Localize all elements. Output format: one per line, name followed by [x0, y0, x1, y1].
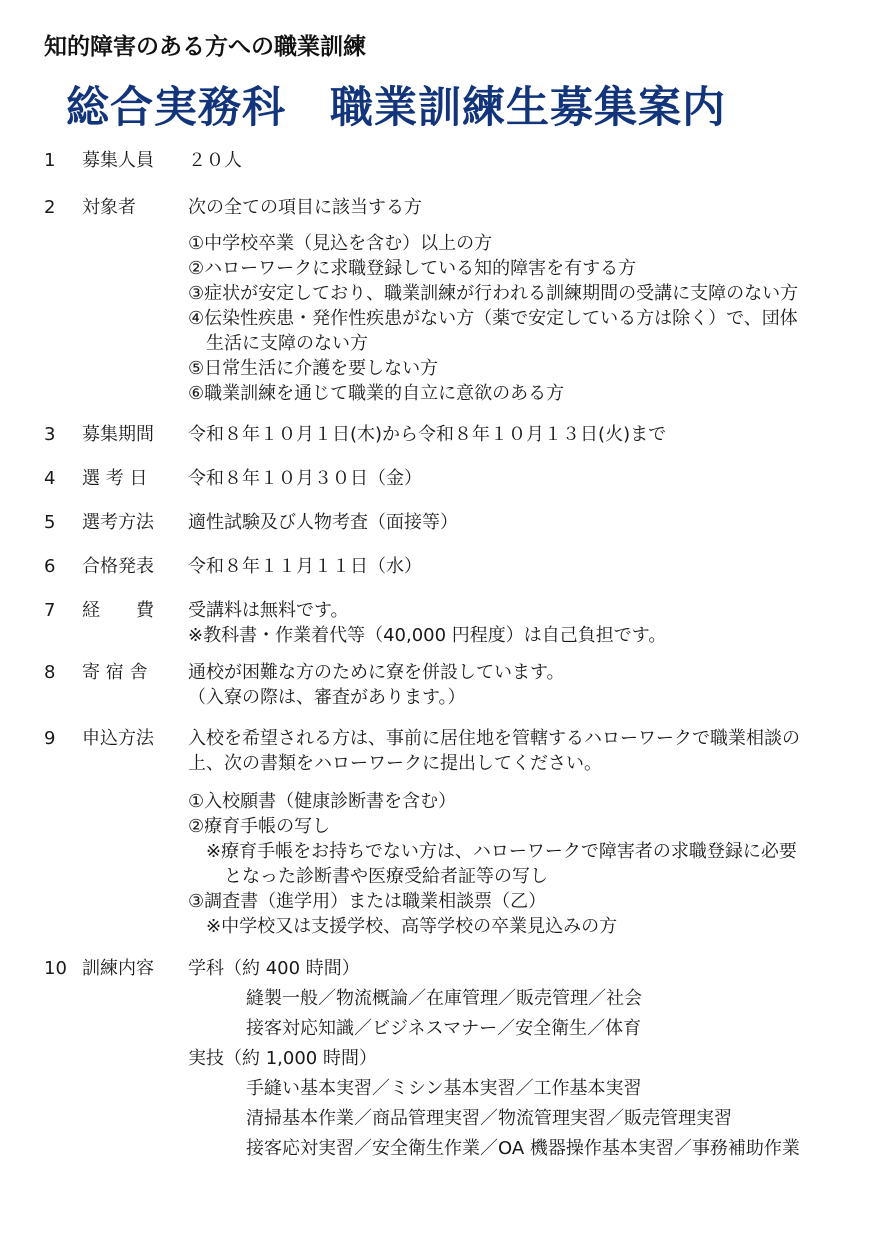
list-item: 生活に支障のない方	[188, 333, 368, 354]
gakka-label: 学科（約 400 時間）	[188, 958, 360, 979]
section-label: 申込方法	[82, 728, 154, 749]
section-content: 通校が困難な方のために寮を併設しています。	[188, 662, 565, 683]
list-item: ①中学校卒業（見込を含む）以上の方	[188, 233, 493, 254]
section-number: 10	[44, 958, 67, 979]
list-item: ②療育手帳の写し	[188, 816, 331, 837]
list-item: となった診断書や医療受給者証等の写し	[188, 866, 548, 887]
section-content: 入校を希望される方は、事前に居住地を管轄するハローワークで職業相談の	[188, 728, 800, 749]
section-content: （入寮の際は、審査があります。）	[188, 687, 466, 708]
section-content: 上、次の書類をハローワークに提出してください。	[188, 753, 602, 774]
page-title: 総合実務科 職業訓練生募集案内	[66, 83, 726, 133]
section-number: 9	[44, 728, 56, 749]
section-label: 募集期間	[82, 424, 154, 445]
section-content: ２０人	[188, 150, 242, 171]
section-content: 令和８年１０月３０日（金）	[188, 468, 422, 489]
section-content: ※教科書・作業着代等（40,000 円程度）は自己負担です。	[188, 625, 667, 646]
list-item: ⑥職業訓練を通じて職業的自立に意欲のある方	[188, 383, 565, 404]
section-label: 訓練内容	[82, 958, 154, 979]
section-number: 5	[44, 512, 56, 533]
section-content: 令和８年１１月１１日（水）	[188, 556, 422, 577]
jitsugi-line: 清掃基本作業／商品管理実習／物流管理実習／販売管理実習	[246, 1108, 732, 1129]
gakka-line: 縫製一般／物流概論／在庫管理／販売管理／社会	[246, 988, 642, 1009]
list-item: ③調査書（進学用）または職業相談票（乙）	[188, 891, 547, 912]
section-label: 選 考 日	[82, 468, 148, 489]
list-item: ①入校願書（健康診断書を含む）	[188, 791, 457, 812]
section-content: 令和８年１０月１日(木)から令和８年１０月１３日(火)まで	[188, 424, 667, 445]
section-number: 6	[44, 556, 56, 577]
list-item: ③症状が安定しており、職業訓練が行われる訓練期間の受講に支障のない方	[188, 283, 799, 304]
jitsugi-label: 実技（約 1,000 時間）	[188, 1048, 377, 1069]
section-content: 受講料は無料です。	[188, 600, 349, 621]
section-number: 1	[44, 150, 56, 171]
section-label: 経 費	[82, 600, 154, 621]
jitsugi-line: 手縫い基本実習／ミシン基本実習／工作基本実習	[246, 1078, 642, 1099]
section-label: 対象者	[82, 197, 136, 218]
gakka-line: 接客対応知識／ビジネスマナー／安全衛生／体育	[246, 1018, 642, 1039]
section-number: 7	[44, 600, 56, 621]
list-item: ④伝染性疾患・発作性疾患がない方（薬で安定している方は除く）で、団体	[188, 308, 798, 329]
list-item: ②ハローワークに求職登録している知的障害を有する方	[188, 258, 637, 279]
list-item: ※中学校又は支援学校、高等学校の卒業見込みの方	[188, 916, 618, 937]
jitsugi-line: 接客応対実習／安全衛生作業／OA 機器操作基本実習／事務補助作業	[246, 1138, 800, 1159]
section-label: 募集人員	[82, 150, 154, 171]
section-label: 選考方法	[82, 512, 154, 533]
list-item: ⑤日常生活に介護を要しない方	[188, 358, 439, 379]
section-content: 適性試験及び人物考査（面接等）	[188, 512, 458, 533]
section-label: 寄 宿 舎	[82, 662, 148, 683]
section-content: 次の全ての項目に該当する方	[188, 197, 422, 218]
list-item: ※療育手帳をお持ちでない方は、ハローワークで障害者の求職登録に必要	[188, 841, 797, 862]
section-number: 8	[44, 662, 56, 683]
section-label: 合格発表	[82, 556, 154, 577]
section-number: 2	[44, 197, 56, 218]
section-number: 3	[44, 424, 56, 445]
subtitle: 知的障害のある方への職業訓練	[44, 34, 366, 60]
section-number: 4	[44, 468, 56, 489]
